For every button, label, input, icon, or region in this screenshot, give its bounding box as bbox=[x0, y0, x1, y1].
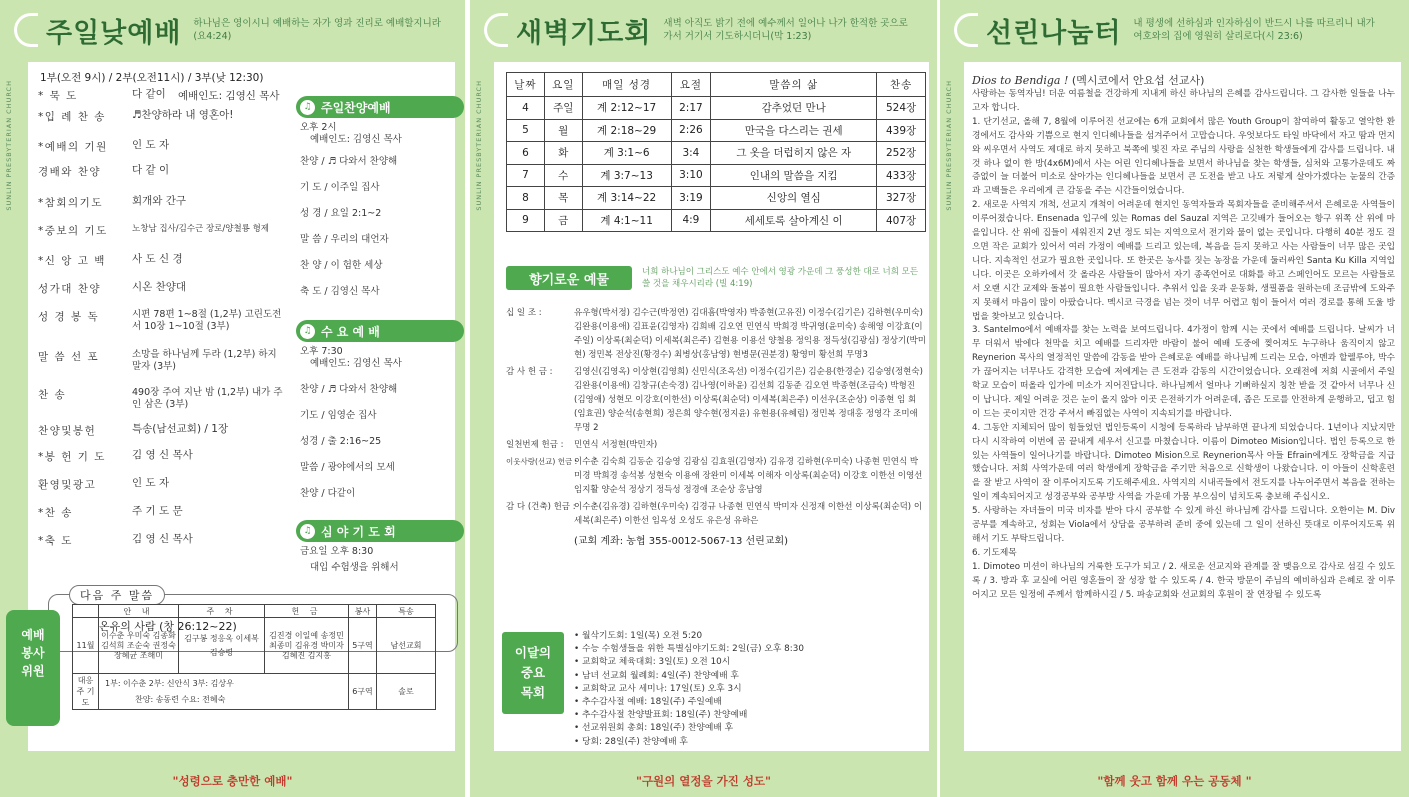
order-row: 성가대 찬양 시온 찬양대 bbox=[38, 281, 187, 295]
table-row: 6 화 계 3:1~6 3:4 그 옷을 더럽히지 않은 자 252장 bbox=[507, 142, 926, 165]
order-row: *축 도 김 영 신 목사 bbox=[38, 533, 193, 547]
paragraph: 1. Dimoteo 미션이 하나님의 거룩한 도구가 되고 / 2. 새로운 선교지와 관계를 잘 맺음으로 감사로 섬길 수 있도록 / 3. 방과 후 교실에 어린 영혼들이 잘 성장 할 수 있도록 / 4. 한국 방문이 주님의 예비하심과 은혜로 잘 이루어지고 모든 일정에 주께서 함께하시길 / 5. 파송교회와 선교회의 후원이 잘 연장될 수 있도록 bbox=[972, 561, 1395, 600]
panel-dawn-prayer bbox=[470, 0, 937, 797]
paragraph: 6. 기도제목 bbox=[972, 547, 1017, 558]
offering-row: 이웃사랑(선교) 헌금 : 이수춘 김숙희 김동순 김승영 김광심 김효원(김영자) 김유경 김하현(우미숙) 나종현 민연식 박미경 박희경 송석봉 성현숙 이용애 장완미 이세복 이해자 이상록(최순덕) 이강호 이한선 이영선 임지활 양순석 정상기 정득성 정경애 조순상 홍남영 bbox=[506, 457, 923, 495]
missionary-letter bbox=[972, 88, 1395, 603]
list-item: • 월삭기도회: 1일(목) 오전 5:20 bbox=[574, 630, 923, 643]
header-verse: 새벽 아직도 밝기 전에 예수께서 일어나 나가 한적한 곳으로 가서 거기서 기도하시더니(막 1:23) bbox=[663, 18, 908, 42]
panel-footer: "성령으로 충만한 예배" bbox=[172, 774, 293, 788]
list-item: • 추수감사절 찬양발표회: 18일(주) 찬양예배 bbox=[574, 709, 923, 722]
order-row: *입 례 찬 송 ♬찬양하라 내 영혼아! bbox=[38, 109, 234, 123]
service-committee-table: 안 내 주 차 헌 금 봉사 특송 11월 이수춘 우미숙 김종화 김석희 조순숙 권정숙 장혜균 조해미 김구봉 정응옥 이세복 김승령 김진경 이일예 송정민 최종미 김유경 박미자 김혜진 김지홍 5구역 남선교회 대응주 기도 1부: 이수춘 2부: 신안식 3부: 김상우 찬양: 송동련 수요: 전혜숙 6구역 솔로 bbox=[72, 604, 436, 710]
order-row: 성 경 봉 독 시편 78편 1~8절 (1,2부) 고린도전서 10장 1~10절 (3부) bbox=[38, 309, 282, 332]
note-icon: ♫ bbox=[300, 324, 315, 339]
panel-title: 새벽기도회 bbox=[516, 17, 652, 49]
paragraph: 1. 단기선교, 올해 7, 8월에 이루어진 선교에는 6개 교회에서 많은 Youth Group이 참여하여 활동고 열악한 환경에서도 감사와 기쁨으로 현지 인디헤나들을 섬겨주어서 고맙습니다. 우엇보다도 타일 바닥에서 자고 땀과 먼지와 씨우면서 사역도 제대로 하지 못하고 북쪽에 빛진 자로 주님의 사랑을 실천한 학생들에게 감사를 드립니다. 내 것 하나 없이 한 방(4x6M)에서 사는 어린 인디헤나들을 보면서 하나님을 찾는 학생들, 심처와 고통가운데도 짜증없이 늘 더불어 미소로 살아가는 인디헤나들을 보면서 큰 도전을 받고 나도 저렇게 살아가겠다는 눈물의 간증과 고백들은 우리에게 큰 감동을 주는 시간들이었습니다. bbox=[972, 116, 1395, 197]
panel-sunday-worship bbox=[0, 0, 465, 797]
wednesday-worship-list: 오후 7:30 예배인도: 김영신 목사 찬양 / ♬ 다와서 찬양해 기도 / 임영순 집사 성경 / 출 2:16~25 말씀 / 광야에서의 모세 찬양 / 다같이 bbox=[300, 346, 402, 499]
offering-list bbox=[506, 306, 926, 547]
paragraph: 3. Santelmo에서 예배자를 찾는 노력을 보여드립니다. 4가정이 함께 시는 곳에서 예배를 드립니다. 날씨가 너무 더워서 밖에다 천막을 치고 예배를 드리자만 바람이 불어 예배 도중에 찢어져도 누구하나 움직이지 않고 Reynerion 목사의 열정적인 말씀에 감동을 받아 은혜로운 예배를 하나님께 드리는 모습, 아멘과 할렐루야, 박수가 끊어지는 너무나도 감격한 모습에 저에게는 큰 도전과 감동의 시간이었습니다. 오래전에 저희 시골에서 주일학교 모습이 떠올라 입가에 미소가 지어진답니다. 하나님께서 얼마나 기뻐하실지 칭찬 받을 것 같아서 너무나 신이 납니다. 제일 어려운 것은 눈이 올지 않아 이곳 은전하기가 어려운데, 좁은 도로를 안전하게 운행하고, 덥고 힘이 드는 곳이지만 건강 주셔서 빠짐없는 사역이 지속되기를 바랍니다. bbox=[972, 325, 1395, 419]
night-prayer-list: 금요일 오후 8:30 대입 수험생을 위해서 bbox=[300, 546, 399, 573]
service-times: 1부(오전 9시) / 2부(오전11시) / 3부(낮 12:30) bbox=[40, 72, 264, 84]
panel-header bbox=[14, 8, 443, 52]
table-row: 9 금 계 4:1~11 4:9 세세토록 살아계신 이 407장 bbox=[507, 209, 926, 232]
list-item: • 추수감사절 예배: 18일(주) 주일예배 bbox=[574, 696, 923, 709]
offering-row: 십 일 조 : 유우형(박서정) 김수근(박정연) 김대흠(박영자) 박종현(고유진) 이정수(김기은) 김하현(우미숙) 김완용(이용애) 김표윤(김영자) 김희배 김오연 민연식 박희경 박귀영(윤미숙) 송해영 이강효(이주일) 이상록(최순덕) 이세복(최은주) 김현용 이용선 양철용 정익용 정득성(김광심) 정상기(박미현) 정민복 전상진(황경수) 최병상(홍남영) 현병문(권분경) 황영미 황선희 무명3 bbox=[506, 308, 926, 360]
order-row: *참회의기도 회개와 간구 bbox=[38, 195, 187, 209]
offering-label: 향기로운 예물 bbox=[506, 266, 632, 290]
night-prayer-label: ♫ 심 야 기 도 회 bbox=[296, 520, 464, 542]
leaf-logo-icon bbox=[954, 13, 978, 47]
paragraph: 4. 그동안 지체되어 많이 힘들었던 법인등록이 시청에 등록하라 남부하면 끝나게 되었습니다. 1년이나 지났지만 다시 시작하여 이번에 곰 끝내게 세우서 신고를 마쳤습니다. 이름이 Dimoteo Mision입니다. 법인 등록으로 한 있는 사역들이 일어나기를 바랍니다. Dimoteo Mision으로 Reynerion목사 아들 Efrain에게도 장학금을 지급했습니다. 저희 사역가운데 여러 학생에게 장학금을 주기만 처음으로 신학생이 나왔습니다. 이 아들이 신학훈련을 잘 받고 사역이 잘 이루어지도록 기도해주세요. 사역지의 시내곡들에서 전도지를 나누어주면서 복음을 전하는 일이 계속되어지고 성경공부와 공부방 사역을 가운데 가뭄 부으심이 넘치도록 충보해 주십시오. bbox=[972, 422, 1395, 503]
wednesday-worship-label: ♫ 수 요 예 배 bbox=[296, 320, 464, 342]
offering-verse: 너희 하나님이 그리스도 예수 안에서 영광 가운데 그 풍성한 대로 너희 모든 쓸 것을 채우시리라 (빌 4:19) bbox=[642, 267, 919, 289]
paragraph: 사랑하는 동역자님! 더운 여름철을 건강하게 지내게 하신 하나님의 은혜를 감사드립니다. 그 감사한 일들을 나누고자 합니다. bbox=[972, 89, 1395, 113]
order-row: 말 씀 선 포 소망을 하나님께 두라 (1,2부) 하지 말자 (3부) bbox=[38, 349, 277, 372]
panel-body bbox=[964, 62, 1401, 751]
side-label: SUNLIN PRESBYTERIAN CHURCH bbox=[945, 80, 953, 211]
praise-worship-label: ♫ 주일찬양예배 bbox=[296, 96, 464, 118]
night-prayer-box bbox=[296, 520, 464, 574]
table-row: 5 월 계 2:18~29 2:26 만국을 다스리는 권세 439장 bbox=[507, 119, 926, 142]
list-item: • 당회: 28일(주) 찬양예배 후 bbox=[574, 736, 923, 749]
panel-body bbox=[494, 62, 929, 751]
wednesday-worship-box bbox=[296, 320, 464, 500]
panel-title: 주일낮예배 bbox=[46, 17, 182, 49]
bank-account: (교회 계좌: 농협 355-0012-5067-13 선린교회) bbox=[574, 536, 789, 547]
header-verse: 하나님은 영이시니 예배하는 자가 영과 진리로 예배할지니라(요4:24) bbox=[193, 18, 441, 42]
panel-footer: "구원의 열정을 가진 성도" bbox=[635, 774, 772, 788]
table-row: 7 수 계 3:7~13 3:10 인내의 말씀을 지킴 433장 bbox=[507, 164, 926, 187]
monthly-news-list bbox=[574, 630, 923, 749]
offering-row: 감 다 (건축) 헌금 : 이수춘(김유경) 김하현(우미숙) 김경규 나종현 민연식 박미자 신정재 이한선 이상록(최순덕) 이세복(최은주) 이한선 임옥성 오성도 유은성 유하은 bbox=[506, 502, 923, 526]
offering-row: 감 사 헌 금 : 김영신(김영옥) 이상현(김영희) 신민식(조옥선) 이정수(김기은) 김순용(한경순) 김승영(정현숙) 김완용(이용애) 김창규(손숙경) 김나영(이하윤) 김선희 김동준 김오연 박종현(조금숙) 박형진(김영애) 성현모 이강호(이한선) 이상록(최순덕) 이세복(최은주) 이선우(조순상) 이종현 임 회(임효권) 양순석(송현희) 정은희 양수현(정지윤) 유현용(유혜림) 정민복 정대홍 정영각 조미애 무명 2 bbox=[506, 367, 923, 433]
note-icon: ♫ bbox=[300, 100, 315, 115]
worship-order bbox=[38, 88, 288, 557]
table-row: 8 목 계 3:14~22 3:19 신앙의 열심 327장 bbox=[507, 187, 926, 210]
side-label: SUNLIN PRESBYTERIAN CHURCH bbox=[5, 80, 13, 211]
list-item: • 수능 수험생들을 위한 특별심야기도회: 2일(금) 오후 8:30 bbox=[574, 643, 923, 656]
panel-header bbox=[954, 8, 1383, 52]
panel-header bbox=[484, 8, 913, 52]
order-row: *예배의 기원 인 도 자 bbox=[38, 139, 170, 153]
panel-footer: "함께 웃고 함께 우는 공동체 " bbox=[1097, 774, 1252, 788]
order-row: 경배와 찬양 다 같 이 bbox=[38, 164, 170, 178]
next-week-label: 다음 주 말씀 bbox=[69, 585, 165, 605]
next-week-text: 온유의 사람 (창 26:12~22) bbox=[99, 620, 237, 633]
paragraph: 5. 사랑하는 자녀들이 미국 비자를 받아 다시 공부할 수 있게 하신 하나님께 감사를 드립니다. 오한이는 M. Div 공부를 계속하고, 성회는 Viola에서 상담을 공부하려 준비 중에 있는데 그 일이 선하신 뜻대로 이루어지도록 위해서 기도 부탁드립니다. bbox=[972, 506, 1395, 544]
list-item: • 선교위원회 총회: 18일(주) 찬양예배 후 bbox=[574, 722, 923, 735]
leaf-logo-icon bbox=[484, 13, 508, 47]
praise-worship-list: 오후 2시 예배인도: 김영신 목사 찬양 / ♬ 다와서 찬양해 기 도 / 이주일 집사 성 경 / 요일 2:1~2 말 씀 / 우리의 대언자 찬 양 / 이 험한 세상 축 도 / 김영신 목사 bbox=[300, 122, 402, 297]
order-row: * 묵 도 다 같이 예배인도: 김영신 목사 bbox=[38, 88, 280, 102]
list-item: • 남녀 선교회 월례회: 4일(주) 찬양예배 후 bbox=[574, 670, 923, 683]
list-item: • 교회학교 교사 세미나: 17일(토) 오후 3시 bbox=[574, 683, 923, 696]
service-committee-tag: 예배 봉사 위원 bbox=[6, 610, 60, 726]
order-row: 찬양및봉헌 특송(남선교회) / 1장 bbox=[38, 423, 229, 437]
table-row: 4 주일 계 2:12~17 2:17 감추었던 만나 524장 bbox=[507, 97, 926, 120]
side-label: SUNLIN PRESBYTERIAN CHURCH bbox=[475, 80, 483, 211]
order-row: *중보의 기도 노창남 집사/김수근 장로/양철룡 형제 bbox=[38, 224, 269, 237]
order-row: 환영및광고 인 도 자 bbox=[38, 477, 170, 491]
list-item: • 교회학교 체육대회: 3일(토) 오전 10시 bbox=[574, 656, 923, 669]
panel-sharing bbox=[940, 0, 1409, 797]
order-row: *봉 헌 기 도 김 영 신 목사 bbox=[38, 449, 193, 463]
paragraph: 2. 새로운 사역지 개척, 선교지 개척이 어려운데 현지인 동역자들과 목회자들을 준비해주셔서 은혜로운 사역들이 이루어졌습니다. Ensenada 입구에 있는 Romas del Sauzal 지역은 고깃배가 들어오는 항구 위쪽 산 위에 마을입니다. 산 위에 집들이 세워진지 2년 정도 되는 지역으로서 전기와 물이 없는 곳입니다. 다행히 40분 정도 걸으면 작은 교회가 있어서 여러 가정이 예배를 드리고 있는데, 복음을 듣지 못하고 사는 사람들이 너무 많은 곳입니다. 지속적인 선교가 필요한 곳입니다. 또 한곳은 농사를 짓는 농장을 가운데 둘러싸인 Santa Ku Killa 지역입니다. 이곳은 오하카에서 갓 올라온 사람들이 많아서 자기 종족언어로 대화를 하고 스페인어도 모르는 사람들로서 오랜 시간 교제와 돌봄이 필요한 사람들입니다. 추위서 입을 옷과 운동화, 생필품을 원하는데 조금밖에 도와주지 못해서 마음이 많이 아팠습니다. 멕시코 극경을 넘는 것이 너무 어렵고 힘이 들어서 여러 경로를 통해 도울 방법을 찾아보고 있습니다. bbox=[972, 200, 1395, 322]
monthly-news-tag: 이달의 중요 목회 bbox=[502, 632, 564, 714]
header-verse: 내 평생에 선하심과 인자하심이 반드시 나를 따르리니 내가 여호와의 집에 영원히 살리로다(시 23:6) bbox=[1133, 18, 1375, 42]
leaf-logo-icon bbox=[14, 13, 38, 47]
praise-worship-box bbox=[296, 96, 464, 298]
note-icon: ♫ bbox=[300, 524, 315, 539]
offering-row: 일천번제 헌금 : 민연식 서정현(박민자) bbox=[506, 440, 658, 450]
table-header-row: 날짜 요일 매일 성경 요절 말씀의 삶 찬송 bbox=[507, 73, 926, 97]
dawn-prayer-table bbox=[506, 72, 926, 232]
panel-title: 선린나눔터 bbox=[986, 17, 1122, 49]
order-row: *찬 송 주 기 도 문 bbox=[38, 505, 183, 519]
order-row: *신 앙 고 백 사 도 신 경 bbox=[38, 253, 183, 267]
essay-title: Dios to Bendiga ! (멕시코에서 안요섭 선교사) bbox=[972, 74, 1205, 87]
order-row: 찬 송 490장 주여 지난 밤 (1,2부) 내가 주인 삼은 (3부) bbox=[38, 387, 283, 410]
